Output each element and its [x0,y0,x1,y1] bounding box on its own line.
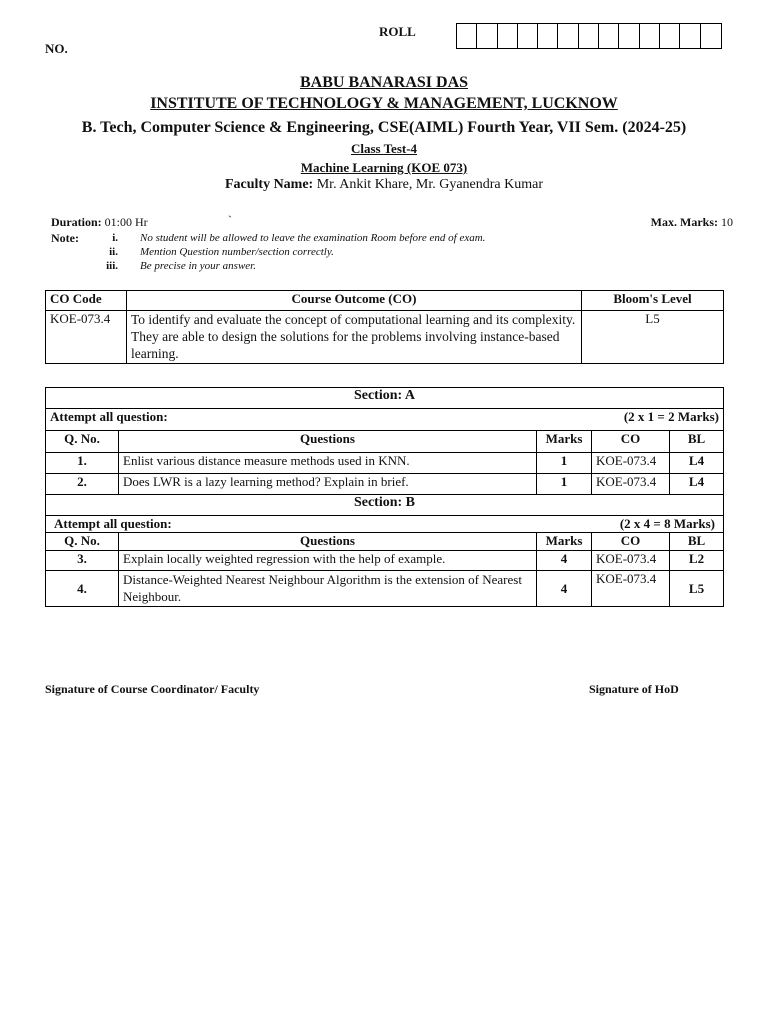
question-marks: 4 [537,571,592,607]
question-text: Explain locally weighted regression with the help of example. [119,551,537,571]
roll-digit-box[interactable] [538,24,558,48]
question-number: 4. [46,571,119,607]
section-b-instructions [46,516,724,533]
max-marks-label: Max. Marks: [650,215,718,229]
question-co: KOE-073.4 [592,551,670,571]
roll-digit-box[interactable] [640,24,660,48]
roll-digit-box[interactable] [477,24,497,48]
note-num-1: i. [112,232,118,244]
co-header: CO [592,533,670,551]
section-a-instructions [46,409,724,431]
bl-header: BL [670,533,724,551]
program-line: B. Tech, Computer Science & Engineering, CSE(AIML) Fourth Year, VII Sem. (2024-25) [81,119,687,136]
section-b-attempt: Attempt all question: [54,516,172,531]
course-outcome-cell: To identify and evaluate the concept of computational learning and its complexity. They are able to design the solutions for the problems involving instance-based learning. [127,311,582,364]
max-marks [651,215,733,230]
roll-digit-box[interactable] [599,24,619,48]
max-marks-value: 10 [718,215,733,229]
question-text: Does LWR is a lazy learning method? Explain in brief. [119,474,537,495]
duration-value: 01:00 Hr [101,215,148,229]
roll-digit-box[interactable] [498,24,518,48]
question-bl: L2 [670,551,724,571]
roll-digit-box[interactable] [558,24,578,48]
questions-header: Questions [119,533,537,551]
questions-header: Questions [119,431,537,453]
questions-table [45,387,724,607]
question-bl: L5 [670,571,724,607]
roll-digit-box[interactable] [457,24,477,48]
duration-label: Duration: [51,215,102,229]
section-b-title: Section: B [46,495,724,516]
table-row [46,571,724,607]
note-text-2: Mention Question number/section correctly. [140,246,334,258]
question-number: 2. [46,474,119,495]
question-co: KOE-073.4 [592,571,670,607]
note-text-3: Be precise in your answer. [140,260,256,272]
roll-no-label: NO. [45,41,68,56]
question-co: KOE-073.4 [592,474,670,495]
question-marks: 1 [537,453,592,474]
roll-digit-box[interactable] [579,24,599,48]
co-code-header: CO Code [46,291,127,311]
note-num-2: ii. [109,246,118,258]
hod-signature-label: Signature of HoD [589,682,679,696]
blooms-level-header: Bloom's Level [582,291,724,311]
question-co: KOE-073.4 [592,453,670,474]
institute-name-line2: INSTITUTE OF TECHNOLOGY & MANAGEMENT, LUCKNOW [150,95,618,112]
roll-digit-box[interactable] [619,24,639,48]
marks-header: Marks [537,533,592,551]
section-a-title: Section: A [46,388,724,409]
question-bl: L4 [670,474,724,495]
question-marks: 4 [537,551,592,571]
duration [51,215,148,230]
roll-digit-box[interactable] [680,24,700,48]
course-outcome-table [45,290,724,364]
marks-header: Marks [537,431,592,453]
question-text: Distance-Weighted Nearest Neighbour Algorithm is the extension of Nearest Neighbour. [119,571,537,607]
roll-digit-box[interactable] [518,24,538,48]
note-label: Note: [51,231,79,245]
blooms-level-cell: L5 [582,311,724,364]
question-text: Enlist various distance measure methods used in KNN. [119,453,537,474]
faculty-line [0,177,768,193]
question-number: 3. [46,551,119,571]
roll-number-boxes[interactable] [456,23,722,49]
question-bl: L4 [670,453,724,474]
roll-label: ROLL [379,24,416,39]
subject-name: Machine Learning (KOE 073) [300,160,468,175]
qno-header: Q. No. [46,431,119,453]
coordinator-signature-label: Signature of Course Coordinator/ Faculty [45,682,260,696]
course-outcome-header: Course Outcome (CO) [127,291,582,311]
tick-mark: ` [228,213,232,227]
section-a-attempt: Attempt all question: [50,409,168,424]
roll-digit-box[interactable] [701,24,721,48]
test-name: Class Test-4 [350,141,418,156]
qno-header: Q. No. [46,533,119,551]
roll-digit-box[interactable] [660,24,680,48]
table-row [46,474,724,495]
note-num-3: iii. [106,260,118,272]
question-marks: 1 [537,474,592,495]
co-code-cell: KOE-073.4 [46,311,127,364]
note-text-1: No student will be allowed to leave the examination Room before end of exam. [140,232,486,244]
institute-name-line1: BABU BANARASI DAS [299,74,469,91]
table-row [46,551,724,571]
question-number: 1. [46,453,119,474]
co-header: CO [592,431,670,453]
faculty-names: Mr. Ankit Khare, Mr. Gyanendra Kumar [313,177,544,192]
faculty-label: Faculty Name: [224,177,314,192]
section-b-marks-scheme: (2 x 4 = 8 Marks) [619,516,715,531]
table-row [46,453,724,474]
section-a-marks-scheme: (2 x 1 = 2 Marks) [623,409,719,424]
bl-header: BL [670,431,724,453]
